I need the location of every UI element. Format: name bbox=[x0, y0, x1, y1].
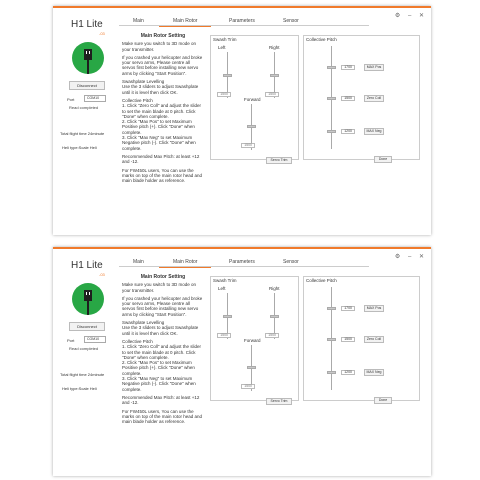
instructions-p6: For FW450L users, You can use the marks on top of the main rotor head and main blade holder as reference. bbox=[122, 408, 203, 425]
right-slider-thumb[interactable] bbox=[270, 74, 279, 77]
disconnect-button[interactable]: Disconnect bbox=[69, 322, 105, 331]
collective-pitch-title: Collective Pitch bbox=[306, 278, 337, 283]
right-label: Right bbox=[269, 286, 280, 291]
tab-main[interactable]: Main bbox=[133, 259, 144, 265]
tab-bar bbox=[119, 259, 369, 267]
zero-coll-thumb[interactable] bbox=[327, 338, 336, 341]
app-window-top bbox=[53, 6, 431, 235]
tab-bar bbox=[119, 18, 369, 26]
servo-trim-button[interactable]: Servo Trim bbox=[266, 157, 292, 164]
zero-coll-button[interactable]: Zero Coll bbox=[364, 95, 384, 102]
instructions-p4: Collective Pitch 1. Click "Zero Coll" and adjust the slider to set the main blade at 0 pitch. Click "Done" when complete. 2. Click "Max Pos" to set Maximum Positive pitch (+). Click "Done" when complete. 3. Click "Max Neg" to set Maximum Negative pitch (-). Click "Done" when complete. bbox=[122, 97, 201, 151]
instructions-p2: If you crashed your helicopter and broke your servo arms, Please centre all servos first before installing new servo arms by clicking "Start Position". bbox=[122, 295, 203, 317]
max-pos-value[interactable]: 1700 bbox=[341, 65, 355, 70]
app-logo: H1 Lite bbox=[71, 260, 103, 271]
instructions-p1: Make sure you switch to 3D mode on your transmitter. bbox=[122, 282, 197, 293]
zero-coll-button[interactable]: Zero Coll bbox=[364, 336, 384, 343]
instructions-panel bbox=[122, 275, 204, 427]
max-pos-value[interactable]: 1700 bbox=[341, 306, 355, 311]
port-label: Port bbox=[67, 97, 75, 102]
done-button[interactable]: Done bbox=[374, 397, 392, 404]
instructions-p6: For FW450L users, You can use the marks on top of the main rotor head and main blade holder as reference. bbox=[122, 167, 203, 184]
forward-value[interactable]: 1500 bbox=[241, 143, 255, 148]
tab-parameters[interactable]: Parameters bbox=[229, 259, 255, 265]
swash-trim-panel bbox=[210, 276, 299, 401]
forward-value[interactable]: 1500 bbox=[241, 384, 255, 389]
left-value[interactable]: 1500 bbox=[217, 92, 231, 97]
status-text: Read completed bbox=[69, 346, 99, 351]
instructions-p3: Swashplate Levelling Use the 3 sliders to adjust Swashplate until it is level then click OK. bbox=[122, 320, 199, 336]
swash-trim-title: Swash Trim bbox=[213, 37, 237, 42]
max-neg-thumb[interactable] bbox=[327, 130, 336, 133]
left-value[interactable]: 1500 bbox=[217, 333, 231, 338]
forward-slider-thumb[interactable] bbox=[247, 125, 256, 128]
max-neg-button[interactable]: MAX Neg bbox=[364, 369, 384, 376]
right-label: Right bbox=[269, 45, 280, 50]
max-pos-button[interactable]: MAX Pos bbox=[364, 305, 384, 312]
max-pos-thumb[interactable] bbox=[327, 66, 336, 69]
right-value[interactable]: 1500 bbox=[265, 92, 279, 97]
swash-trim-panel bbox=[210, 35, 299, 160]
heli-type-text: Heli type:Scale Heli bbox=[62, 386, 97, 391]
forward-label: Forward bbox=[244, 97, 261, 102]
left-label: Left bbox=[218, 45, 226, 50]
flight-time-text: Total flight time 24minute bbox=[60, 372, 105, 377]
tab-sensor[interactable]: Sensor bbox=[283, 18, 299, 24]
port-label: Port bbox=[67, 338, 75, 343]
collective-pitch-title: Collective Pitch bbox=[306, 37, 337, 42]
usb-connection-icon bbox=[72, 283, 104, 315]
left-label: Left bbox=[218, 286, 226, 291]
max-neg-value[interactable]: 1200 bbox=[341, 370, 355, 375]
instructions-p1: Make sure you switch to 3D mode on your transmitter. bbox=[122, 41, 197, 52]
instructions-p4: Collective Pitch 1. Click "Zero Coll" and adjust the slider to set the main blade at 0 pitch. Click "Done" when complete. 2. Click "Max Pos" to set Maximum Positive pitch (+). Click "Done" when complete. 3. Click "Max Neg" to set Maximum Negative pitch (-). Click "Done" when complete. bbox=[122, 338, 201, 392]
zero-coll-value[interactable]: 1500 bbox=[341, 96, 355, 101]
instructions-p2: If you crashed your helicopter and broke your servo arms, Please centre all servos first before installing new servo arms by clicking "Start Position". bbox=[122, 54, 203, 76]
app-window-bottom bbox=[53, 247, 431, 476]
tab-sensor[interactable]: Sensor bbox=[283, 259, 299, 265]
forward-label: Forward bbox=[244, 338, 261, 343]
instructions-p5: Recommended Max Pitch: at least +12 and -12. bbox=[122, 153, 200, 165]
instructions-p5: Recommended Max Pitch: at least +12 and -12. bbox=[122, 394, 200, 406]
max-neg-value[interactable]: 1200 bbox=[341, 129, 355, 134]
left-slider-thumb[interactable] bbox=[223, 315, 232, 318]
app-version: -03 bbox=[99, 272, 105, 277]
app-version: -03 bbox=[99, 31, 105, 36]
right-slider-thumb[interactable] bbox=[270, 315, 279, 318]
instructions-title: Main Rotor Setting bbox=[140, 274, 186, 280]
instructions-panel bbox=[122, 34, 204, 186]
instructions-p3: Swashplate Levelling Use the 3 sliders to adjust Swashplate until it is level then click OK. bbox=[122, 79, 199, 95]
collective-pitch-panel bbox=[303, 35, 420, 160]
max-pos-button[interactable]: MAX Pos bbox=[364, 64, 384, 71]
tab-main[interactable]: Main bbox=[133, 18, 144, 24]
status-text: Read completed bbox=[69, 105, 99, 110]
max-neg-thumb[interactable] bbox=[327, 371, 336, 374]
window-controls[interactable]: ⚙ – ✕ bbox=[394, 13, 427, 19]
instructions-title: Main Rotor Setting bbox=[140, 33, 186, 39]
zero-coll-value[interactable]: 1500 bbox=[341, 337, 355, 342]
collective-pitch-panel bbox=[303, 276, 420, 401]
tab-main-rotor[interactable]: Main Rotor bbox=[173, 259, 198, 265]
tab-parameters[interactable]: Parameters bbox=[229, 18, 255, 24]
disconnect-button[interactable]: Disconnect bbox=[69, 81, 105, 90]
usb-connection-icon bbox=[72, 42, 104, 74]
left-slider-thumb[interactable] bbox=[223, 74, 232, 77]
servo-trim-button[interactable]: Servo Trim bbox=[266, 398, 292, 405]
window-controls[interactable]: ⚙ – ✕ bbox=[394, 254, 427, 260]
forward-slider-thumb[interactable] bbox=[247, 366, 256, 369]
port-select[interactable]: COM10 bbox=[84, 95, 106, 102]
max-neg-button[interactable]: MAX Neg bbox=[364, 128, 384, 135]
flight-time-text: Total flight time 24minute bbox=[60, 131, 105, 136]
swash-trim-title: Swash Trim bbox=[213, 278, 237, 283]
max-pos-thumb[interactable] bbox=[327, 307, 336, 310]
app-logo: H1 Lite bbox=[71, 19, 103, 30]
heli-type-text: Heli type:Scale Heli bbox=[62, 145, 97, 150]
done-button[interactable]: Done bbox=[374, 156, 392, 163]
right-value[interactable]: 1500 bbox=[265, 333, 279, 338]
port-select[interactable]: COM10 bbox=[84, 336, 106, 343]
tab-main-rotor[interactable]: Main Rotor bbox=[173, 18, 198, 24]
zero-coll-thumb[interactable] bbox=[327, 97, 336, 100]
